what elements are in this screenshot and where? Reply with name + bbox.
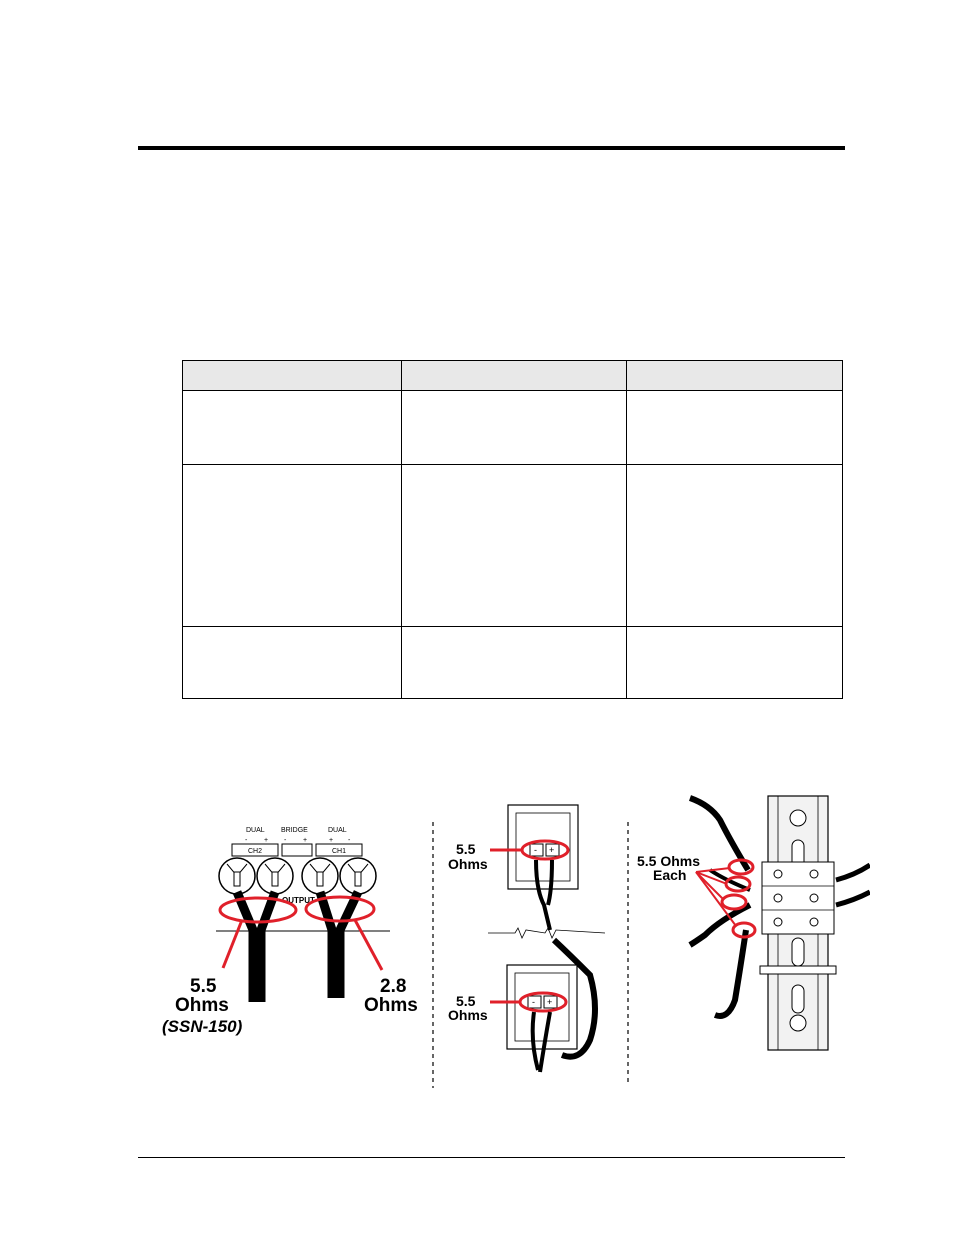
polarity-label: - (284, 837, 287, 844)
model-note: (SSN-150) (162, 1017, 243, 1036)
speaker-wire (261, 892, 275, 1002)
impedance-unit: Ohms (448, 856, 488, 872)
footer-rule (138, 1157, 845, 1158)
table-cell (183, 391, 402, 465)
callout-line (355, 920, 382, 970)
output-label: OUTPUT (282, 896, 315, 905)
impedance-value: 5.5 (456, 841, 476, 857)
binding-post-icon (219, 858, 255, 894)
impedance-value: 2.8 (380, 976, 407, 997)
table-header-cell (627, 361, 843, 391)
screw-icon (790, 1015, 806, 1031)
bridge-label: BRIDGE (281, 827, 308, 834)
table-header-cell (402, 361, 627, 391)
table-header-cell (183, 361, 402, 391)
spec-table (182, 360, 843, 699)
terminal-block (762, 862, 834, 934)
svg-text:+: + (547, 997, 553, 1007)
dual-label-ch2: DUAL (246, 827, 265, 834)
wiring-diagram (150, 780, 870, 1100)
svg-text:-: - (532, 997, 535, 1007)
svg-text:-: - (534, 845, 537, 855)
polarity-label: - (245, 837, 248, 844)
highlight-ellipse (220, 898, 296, 922)
impedance-label: 5.5 Ohms (637, 853, 701, 869)
impedance-unit: Ohms (364, 995, 418, 1016)
table-cell (627, 465, 843, 627)
polarity-label: + (303, 837, 308, 844)
table-header-row (183, 361, 843, 391)
binding-post-icon (302, 858, 338, 894)
callout-line (223, 920, 242, 968)
speaker-wire (237, 892, 253, 1002)
impedance-unit: Ohms (175, 995, 229, 1016)
header-rule (138, 146, 845, 150)
wiring-figure (150, 780, 870, 1100)
table-cell (183, 627, 402, 699)
table-cell (402, 465, 627, 627)
table-cell (183, 465, 402, 627)
highlight-ellipse (306, 897, 374, 921)
terminal-plate (507, 965, 577, 1049)
polarity-label: + (329, 837, 334, 844)
impedance-unit: Ohms (448, 1007, 488, 1023)
highlight-ellipse (722, 895, 746, 909)
dual-label-ch1: DUAL (328, 827, 347, 834)
screw-icon (790, 810, 806, 826)
table-cell (627, 627, 843, 699)
svg-text:+: + (549, 845, 555, 855)
ch1-label: CH1 (332, 848, 347, 855)
table-row (183, 627, 843, 699)
impedance-value: 5.5 (190, 976, 217, 997)
speaker-wire (690, 905, 750, 945)
speaker-wire (340, 892, 358, 998)
din-rail-panel (637, 796, 870, 1050)
amplifier-output-panel (162, 827, 418, 1036)
binding-post-icon (340, 858, 376, 894)
speaker-terminal-panel (448, 805, 605, 1072)
table-row (183, 465, 843, 627)
break-line (488, 928, 605, 938)
impedance-value: 5.5 (456, 993, 476, 1009)
binding-post-icon (257, 858, 293, 894)
table-cell (402, 391, 627, 465)
ch2-label: CH2 (248, 848, 263, 855)
bridge-box (282, 844, 312, 856)
speaker-wire (715, 930, 746, 1016)
table-cell (402, 627, 627, 699)
speaker-wire (320, 892, 332, 998)
impedance-label-each: Each (653, 867, 687, 883)
speaker-wire (836, 865, 870, 880)
table-row (183, 391, 843, 465)
polarity-label: - (348, 837, 351, 844)
table-cell (627, 391, 843, 465)
speaker-wire (836, 892, 870, 905)
polarity-label: + (264, 837, 269, 844)
